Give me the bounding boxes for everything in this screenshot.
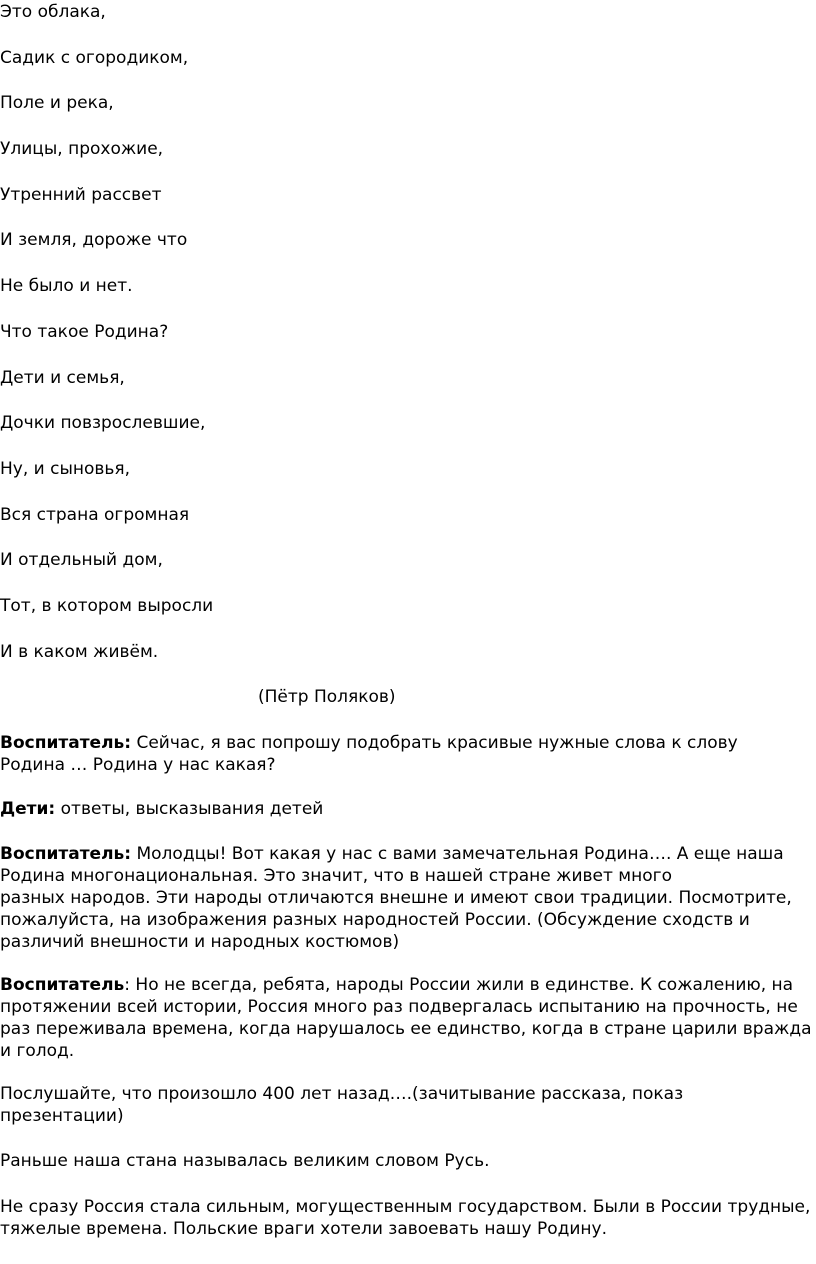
poem-line: Поле и река, (0, 93, 114, 113)
paragraph-text: тяжелые времена. Польские враги хотели завоевать нашу Родину. (0, 1219, 607, 1239)
speaker-label: Воспитатель (0, 975, 125, 995)
paragraph-listen (0, 1083, 816, 1127)
poem-line: Ну, и сыновья, (0, 459, 131, 479)
poem-line: И отдельный дом, (0, 550, 163, 570)
paragraph-text: презентации) (0, 1106, 124, 1126)
paragraph-text: Раньше наша стана называлась великим словом Русь. (0, 1151, 490, 1171)
paragraph-text: Родина многонациональная. Это значит, что в нашей стране живет много (0, 866, 672, 886)
paragraph-text: Сейчас, я вас попрошу подобрать красивые нужные слова к слову (131, 733, 738, 753)
paragraph-teacher-1 (0, 732, 816, 776)
paragraph-teacher-2 (0, 843, 816, 953)
paragraph-text: протяжении всей истории, Россия много раз подвергалась испытанию на прочность, не (0, 997, 798, 1017)
poem-line: Дети и семья, (0, 368, 125, 388)
poem-line: Дочки повзрослевшие, (0, 413, 206, 433)
paragraph-text: Родина … Родина у нас какая? (0, 755, 276, 775)
speaker-label: Воспитатель: (0, 733, 132, 753)
paragraph-text: и голод. (0, 1041, 75, 1061)
paragraph-text: пожалуйста, на изображения разных народностей России. (Обсуждение сходств и (0, 910, 750, 930)
poem-line: Садик с огородиком, (0, 48, 189, 68)
speaker-label: Дети: (0, 799, 56, 819)
poem-line: Улицы, прохожие, (0, 139, 164, 159)
poem-author: (Пётр Поляков) (258, 687, 396, 707)
poem-line: Вся страна огромная (0, 505, 190, 525)
paragraph-history (0, 1196, 816, 1240)
paragraph-text: Послушайте, что произошло 400 лет назад….(зачитывание рассказа, показ (0, 1084, 684, 1104)
paragraph-text: различий внешности и народных костюмов) (0, 932, 400, 952)
paragraph-text: раз переживала времена, когда нарушалось ее единство, когда в стране царили вражда (0, 1019, 812, 1039)
paragraph-text: : Но не всегда, ребята, народы России жили в единстве. К сожалению, на (124, 975, 794, 995)
speaker-label: Воспитатель: (0, 844, 132, 864)
paragraph-text: ответы, высказывания детей (55, 799, 324, 819)
poem-line: Утренний рассвет (0, 185, 162, 205)
paragraph-text: Молодцы! Вот какая у нас с вами замечательная Родина…. А еще наша (131, 844, 784, 864)
poem-line: Что такое Родина? (0, 322, 169, 342)
paragraph-children (0, 798, 816, 820)
paragraph-text: разных народов. Эти народы отличаются внешне и имеют свои традиции. Посмотрите, (0, 888, 792, 908)
poem-line: И земля, дороже что (0, 230, 188, 250)
poem-line: Это облака, (0, 2, 106, 22)
poem-line: И в каком живём. (0, 642, 159, 662)
paragraph-text: Не сразу Россия стала сильным, могущественным государством. Были в России трудные, (0, 1197, 811, 1217)
poem-line: Не было и нет. (0, 276, 133, 296)
poem-line: Тот, в котором выросли (0, 596, 214, 616)
paragraph-teacher-3 (0, 974, 816, 1062)
paragraph-rus (0, 1150, 816, 1172)
